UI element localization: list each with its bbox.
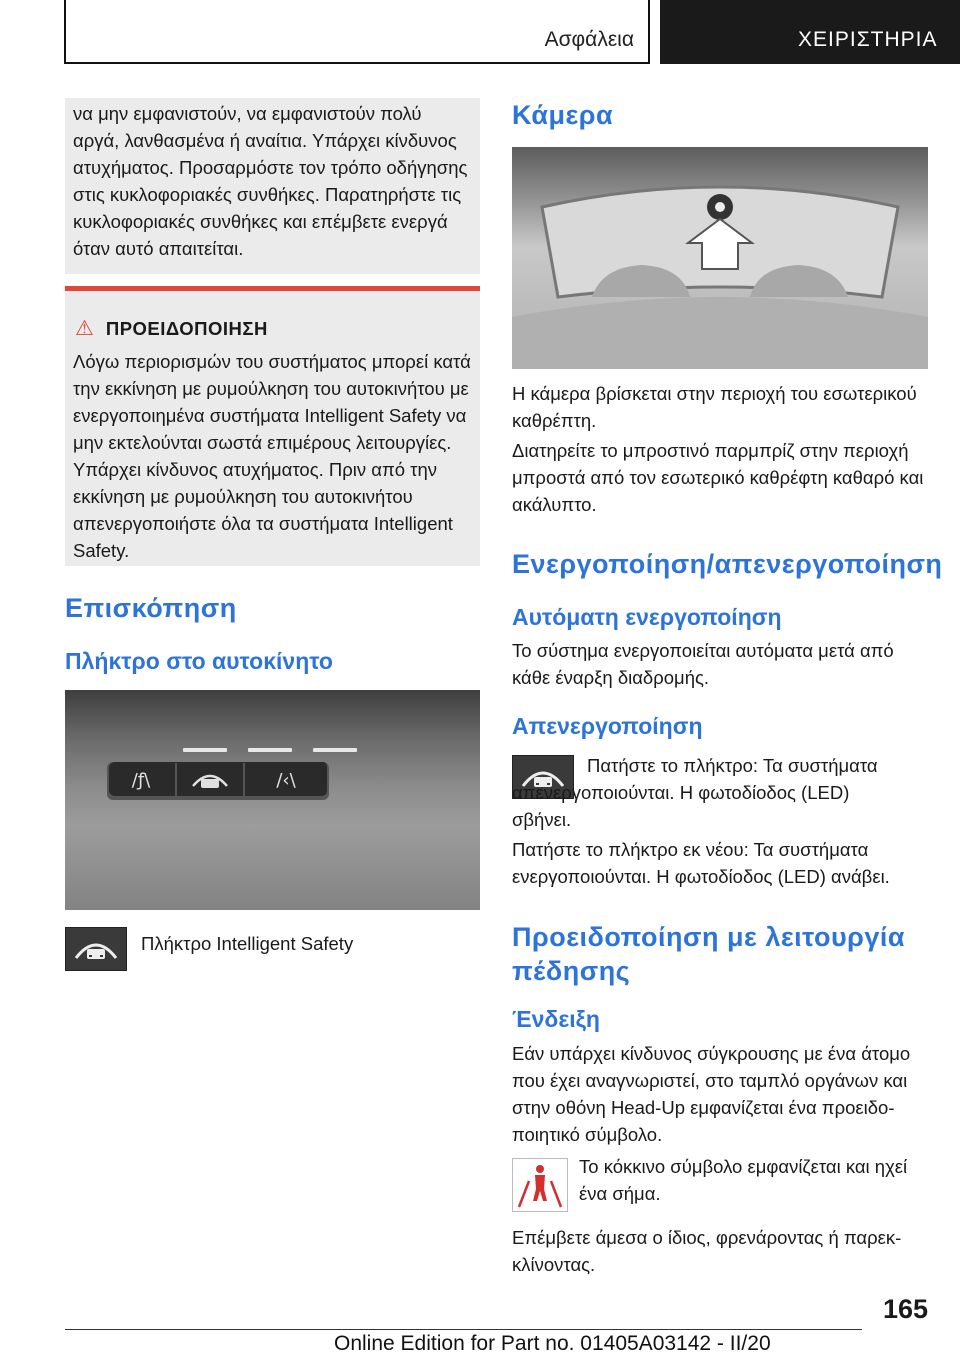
continued-warning-text: να μην εμφανιστούν, να εμφανιστούν πολύ αργά, λανθασμένα ή αναίτια. Υπάρχει κίνδυνος ατυχήματος. Προσαρμόστε τον τρόπο οδήγησης στις κυκλοφοριακές συνθήκες. Παρατηρήστε τις κυκλοφοριακές συνθήκες και επέμβετε ενεργά όταν αυτό απαιτείται. [73,103,468,259]
warning-heading: ⚠ ΠΡΟΕΙΔΟΠΟΙΗΣΗ [75,317,268,340]
warning-text: Λόγω περιορισμών του συστήματος μπορεί κατά την εκκίνηση με ρυμούλκηση του αυτοκινήτου με ενεργοποιημένα συστήματα Intelligent Safety να μην εκτελούνται σωστά επιμέρους λειτουργίες. Υπάρχει κίνδυνος ατυχήματος. Πριν από την εκκίνηση με ρυμούλκηση του αυτοκινήτου απενεργοποιήστε όλα τα συστήματα Intelligent Safety. [73,351,471,561]
heading-auto-activation: Αυτόματη ενεργοποίηση [512,604,782,630]
header-manual-label: ΧΕΙΡΙΣΤΗΡΙΑ [798,28,938,51]
camera-location-photo [512,147,928,369]
warning-box [65,286,480,566]
footer-edition: Online Edition for Part no. 01405A03142 - II/20 [334,1332,771,1355]
header-manual-tab [660,0,960,64]
header-section-tab [64,0,650,64]
heading-indication: Ένδειξη [512,1006,600,1032]
svg-text:/ƒ\: /ƒ\ [131,770,151,791]
intelligent-safety-button-icon [65,927,127,971]
warning-triangle-icon: ⚠ [75,317,94,340]
camera-keep-clean-text: Διατηρείτε το μπροστινό παρμπρίζ στην περιοχή μπροστά από τον εσωτερικό καθρέφτη καθαρό και ακάλυπτο. [512,440,924,515]
reactivation-text: Πατήστε το πλήκτρο εκ νέου: Τα συστήματα ενεργοποιούνται. Η φωτοδίοδος (LED) ανάβει. [512,839,890,887]
button-panel-photo [65,690,480,910]
pedestrian-warning-icon [512,1158,568,1212]
camera-location-text: Η κάμερα βρίσκεται στην περιοχή του εσωτερικού καθρέπτη. [512,383,917,431]
page-number: 165 [882,1294,928,1324]
heading-warning-with-braking: Προειδοποίηση με λειτουργία πέδησης [512,922,905,986]
button-panel-illustration [65,690,480,910]
svg-text:/‹\: /‹\ [276,770,296,791]
button-caption: Πλήκτρο Intelligent Safety [141,933,354,954]
deactivation-text: Πατήστε το πλήκτρο: Τα συστήματα απενεργοποιούνται. Η φωτοδίοδος (LED) σβήνει. [512,755,878,830]
heading-camera: Κάμερα [512,100,614,130]
header-section-label: Ασφάλεια [544,28,634,51]
heading-button-in-car: Πλήκτρο στο αυτοκίνητο [65,648,333,674]
intervene-text: Επέμβετε άμεσα ο ίδιος, φρενάροντας ή παρεκκλίνοντας. [512,1227,902,1275]
heading-overview: Επισκόπηση [65,593,237,623]
red-symbol-text: Το κόκκινο σύμβολο εμφανίζεται και ηχεί ένα σήμα. [579,1156,908,1204]
heading-deactivation: Απενεργοποίηση [512,713,703,739]
footer-divider [65,1329,862,1330]
windshield-illustration [512,147,928,369]
auto-activation-text: Το σύστημα ενεργοποιείται αυτόματα μετά από κάθε έναρξη διαδρομής. [512,640,894,688]
continued-warning-box [65,98,480,274]
heading-activation-deactivation: Ενεργοποίηση/απενεργοποίηση [512,549,943,579]
indication-text: Εάν υπάρχει κίνδυνος σύγκρουσης με ένα άτομο που έχει αναγνωριστεί, στο ταμπλό οργάνων και στην οθόνη Head-Up εμφανίζεται ένα προειδοποιητικό σύμβολο. [512,1043,911,1145]
